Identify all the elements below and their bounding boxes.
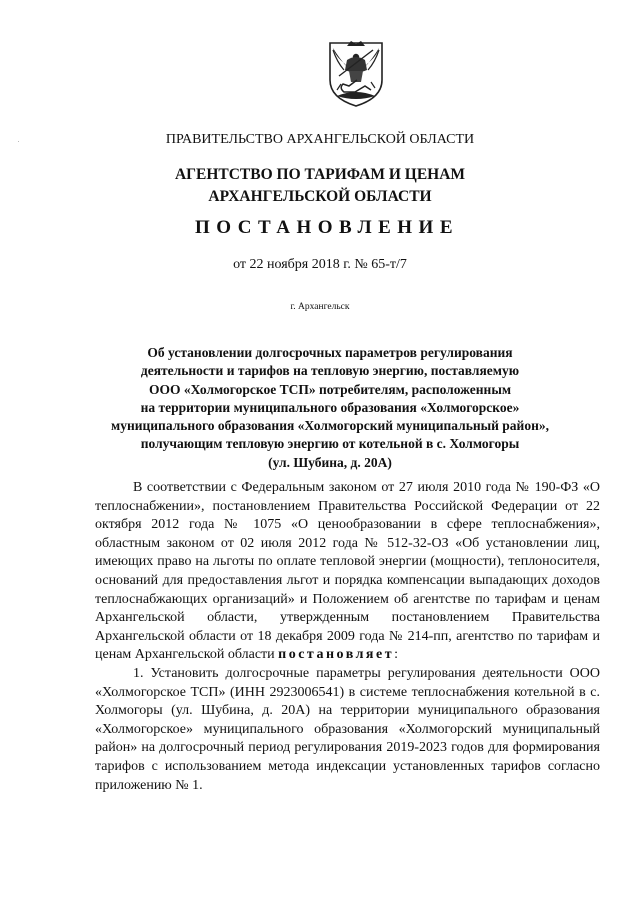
title-line: муниципального образования «Холмогорский муниципальный район», xyxy=(111,418,549,434)
title-line: получающим тепловую энергию от котельной в с. Холмогоры xyxy=(140,436,520,452)
title-line: (ул. Шубина, д. 20А) xyxy=(268,454,392,470)
document-type-heading: ПОСТАНОВЛЕНИЕ xyxy=(194,217,460,238)
item-1-paragraph: 1. Установить долгосрочные параметры регулирования деятельности ООО «Холмогорское ТСП» (ИНН 2923006541) в системе теплоснабжения котельной в с. Холмогоры (ул. Шубина, д. 20А) на территории муниципального образования «Холмогорское» муниципального образования «Холмогорский муниципальный район» на долгосрочный период регулирования 2019-2023 годов для формирования тарифов с использованием метода индексации установленных тарифов согласно приложению № 1. xyxy=(95,665,600,793)
resolves-word: постановляет xyxy=(278,647,395,663)
preamble-text: В соответствии с Федеральным законом от 27 июля 2010 года № 190-ФЗ «О теплоснабжении», постановлением Правительства Российской Федерации от 22 октября 2012 года № 1075 «О ценообразовании в сфере теплоснабжения», областным законом от 02 июля 2012 года № 512-32-ОЗ «Об установлении лиц, имеющих право на льготы по оплате тепловой энергии (мощности), теплоносителя, оснований для предоставления льгот и порядка компенсации выпадающих доходов теплоснабжающих организаций» и Положением об агентстве по тарифам и ценам Архангельской области, утвержденным постановлением Правительства Архангельской области от 18 декабря 2009 года № 214-пп, агентство по тарифам и ценам Архангельской области xyxy=(95,480,600,663)
document-city: г. Архангельск xyxy=(290,302,350,312)
document-body xyxy=(95,479,600,795)
agency-name-line-2: АРХАНГЕЛЬСКОЙ ОБЛАСТИ xyxy=(208,188,432,205)
title-line: деятельности и тарифов на тепловую энергию, поставляемую xyxy=(140,363,520,379)
title-line: на территории муниципального образования «Холмогорское» xyxy=(140,399,520,415)
title-line: Об установлении долгосрочных параметров регулирования xyxy=(147,345,513,360)
document-title xyxy=(60,344,600,472)
agency-name xyxy=(0,164,640,208)
agency-name-line-1: АГЕНТСТВО ПО ТАРИФАМ И ЦЕНАМ xyxy=(174,166,466,183)
title-line: ООО «Холмогорское ТСП» потребителям, расположенным xyxy=(148,381,512,397)
document-date-number: от 22 ноября 2018 г. № 65-т/7 xyxy=(233,257,407,272)
resolves-colon: : xyxy=(394,647,398,663)
preamble-paragraph xyxy=(95,479,600,665)
coat-of-arms-icon xyxy=(327,40,385,108)
government-name: ПРАВИТЕЛЬСТВО АРХАНГЕЛЬСКОЙ ОБЛАСТИ xyxy=(165,132,475,147)
